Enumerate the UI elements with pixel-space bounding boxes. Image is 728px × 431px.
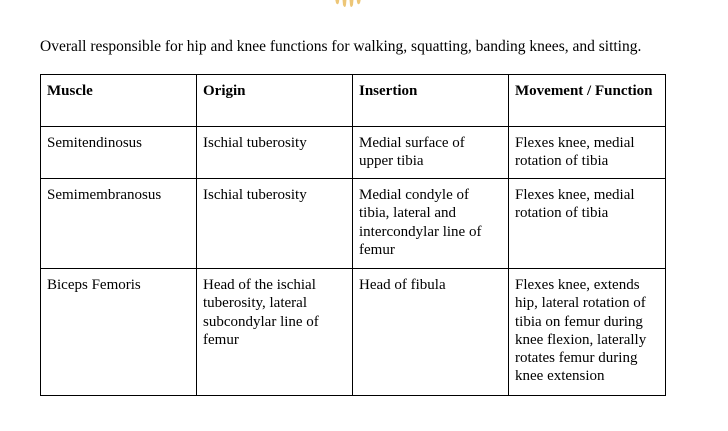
cell-muscle: Semimembranosus [41,179,197,269]
cell-origin: Ischial tuberosity [197,127,353,179]
table-row [41,269,666,396]
cell-muscle: Semitendinosus [41,127,197,179]
cell-insertion: Medial surface of upper tibia [353,127,509,179]
header-insertion: Insertion [353,75,509,127]
table-header-row [41,75,666,127]
header-muscle: Muscle [41,75,197,127]
cell-insertion: Head of fibula [353,269,509,396]
header-movement-function: Movement / Function [509,75,666,127]
cell-movement: Flexes knee, extends hip, lateral rotation of tibia on femur during knee flexion, laterally rotates femur during knee extension [509,269,666,396]
cell-origin: Ischial tuberosity [197,179,353,269]
cell-origin: Head of the ischial tuberosity, lateral subcondylar line of femur [197,269,353,396]
intro-paragraph: Overall responsible for hip and knee functions for walking, squatting, banding knees, and sitting. [40,38,642,55]
table-row [41,127,666,179]
cell-muscle: Biceps Femoris [41,269,197,396]
table-row [41,179,666,269]
header-origin: Origin [197,75,353,127]
cell-movement: Flexes knee, medial rotation of tibia [509,179,666,269]
muscle-table [40,74,666,396]
cell-movement: Flexes knee, medial rotation of tibia [509,127,666,179]
decorative-ornament-icon [330,0,366,10]
cell-insertion: Medial condyle of tibia, lateral and intercondylar line of femur [353,179,509,269]
